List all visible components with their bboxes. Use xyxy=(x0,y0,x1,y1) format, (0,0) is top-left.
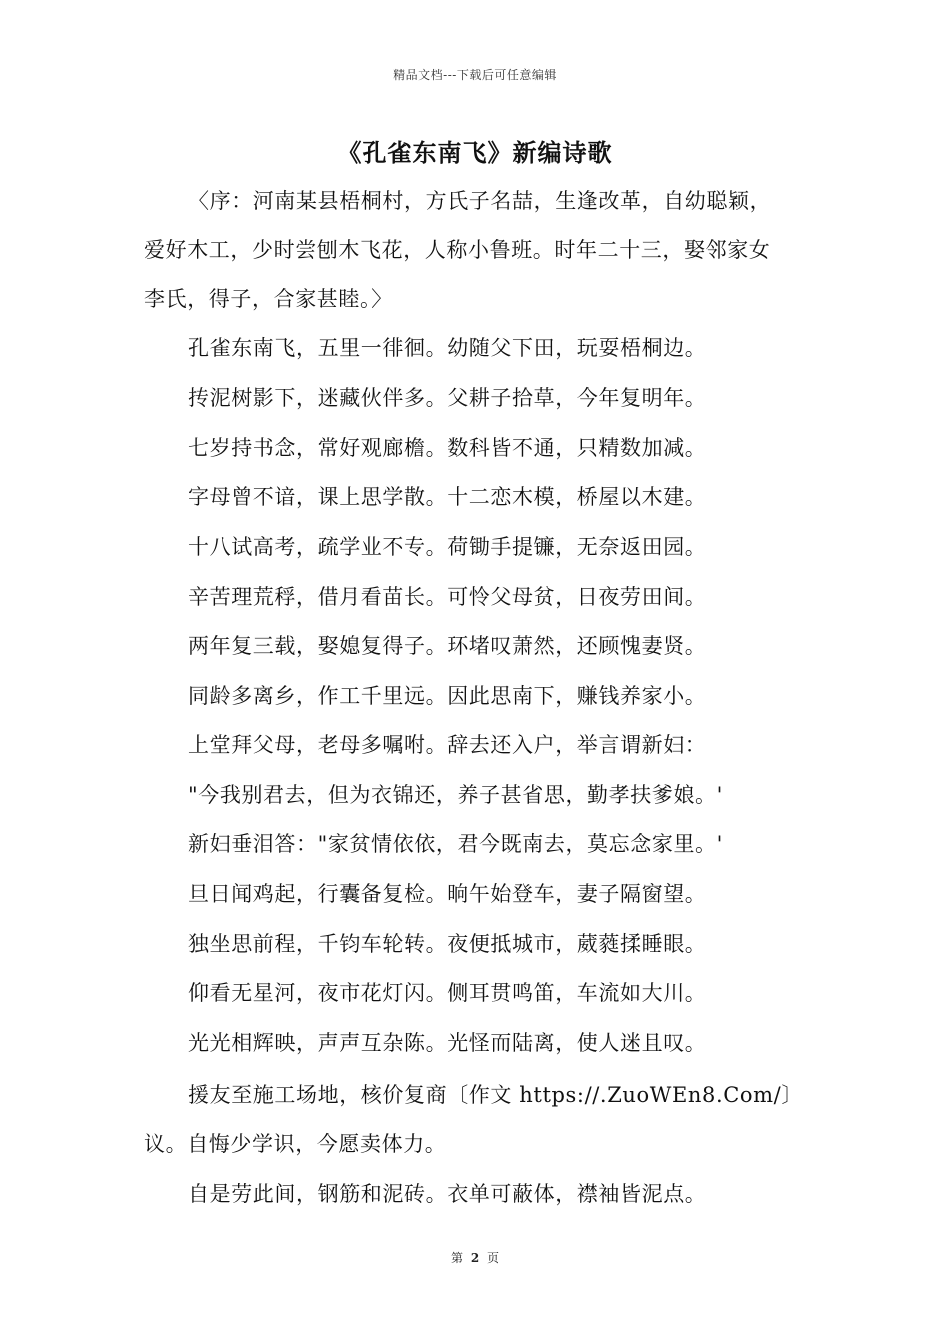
verse-line: 辛苦理荒稃，借月看苗长。可怜父母贫，日夜劳田间。 xyxy=(188,585,707,609)
footer-suffix: 页 xyxy=(487,1251,500,1265)
verse-line: 自是劳此间，钢筋和泥砖。衣单可蔽体，襟袖皆泥点。 xyxy=(188,1182,707,1206)
verse-line: 独坐思前程，千钧车轮转。夜便抵城市，葳蕤揉睡眼。 xyxy=(188,932,707,956)
verse-line: 同龄多离乡，作工千里远。因此思南下，赚钱养家小。 xyxy=(188,684,707,708)
verse-line: 字母曾不谙，课上思学散。十二恋木模，桥屋以木建。 xyxy=(188,485,707,509)
continuation-line: 援友至施工场地，核价复商〔作文 https://.ZuoWEn8.Com/〕 xyxy=(188,1083,803,1107)
continuation-paragraph xyxy=(144,1071,812,1169)
footer-prefix: 第 xyxy=(450,1251,463,1265)
verse-line: 孔雀东南飞，五里一徘徊。幼随父下田，玩耍梧桐边。 xyxy=(188,336,707,360)
verse-line: 十八试高考，疏学业不专。荷锄手提镰，无奈返田园。 xyxy=(188,535,707,559)
verse-line: 上堂拜父母，老母多嘱咐。辞去还入户，举言谓新妇： xyxy=(188,733,707,757)
verse-line: 旦日闻鸡起，行囊备复检。晌午始登车，妻子隔窗望。 xyxy=(188,882,707,906)
intro-line: 〈序：河南某县梧桐村，方氏子名喆，生逢改革，自幼聪颖， xyxy=(188,189,772,213)
verse-line: 光光相辉映，声声互杂陈。光怪而陆离，使人迷且叹。 xyxy=(188,1031,707,1055)
intro-paragraph xyxy=(144,177,812,324)
page-number: 2 xyxy=(470,1251,480,1265)
page-footer xyxy=(0,1249,950,1266)
verse-line: 七岁持书念，常好观廊檐。数科皆不通，只精数加减。 xyxy=(188,436,707,460)
intro-line: 爱好木工，少时尝刨木飞花，人称小鲁班。时年二十三，娶邻家女 xyxy=(144,238,771,262)
verse-line: 两年复三载，娶媳复得子。环堵叹萧然，还顾愧妻贤。 xyxy=(188,634,707,658)
verse-line: 仰看无星河，夜市花灯闪。侧耳贯鸣笛，车流如大川。 xyxy=(188,981,707,1005)
verse-line: 新妇垂泪答："家贫情依依，君今既南去，莫忘念家里。' xyxy=(188,832,724,856)
verse-line: "今我别君去，但为衣锦还，养子甚省思，勤孝扶爹娘。' xyxy=(188,783,724,807)
continuation-line: 议。自悔少学识，今愿卖体力。 xyxy=(144,1132,447,1156)
intro-line: 李氏，得子，合家甚睦。〉 xyxy=(144,287,393,311)
document-title: 《孔雀东南飞》新编诗歌 xyxy=(337,138,613,167)
page-header: 精品文档---下载后可任意编辑 xyxy=(393,68,557,82)
verse-line: 抟泥树影下，迷藏伙伴多。父耕子拾草，今年复明年。 xyxy=(188,386,707,410)
